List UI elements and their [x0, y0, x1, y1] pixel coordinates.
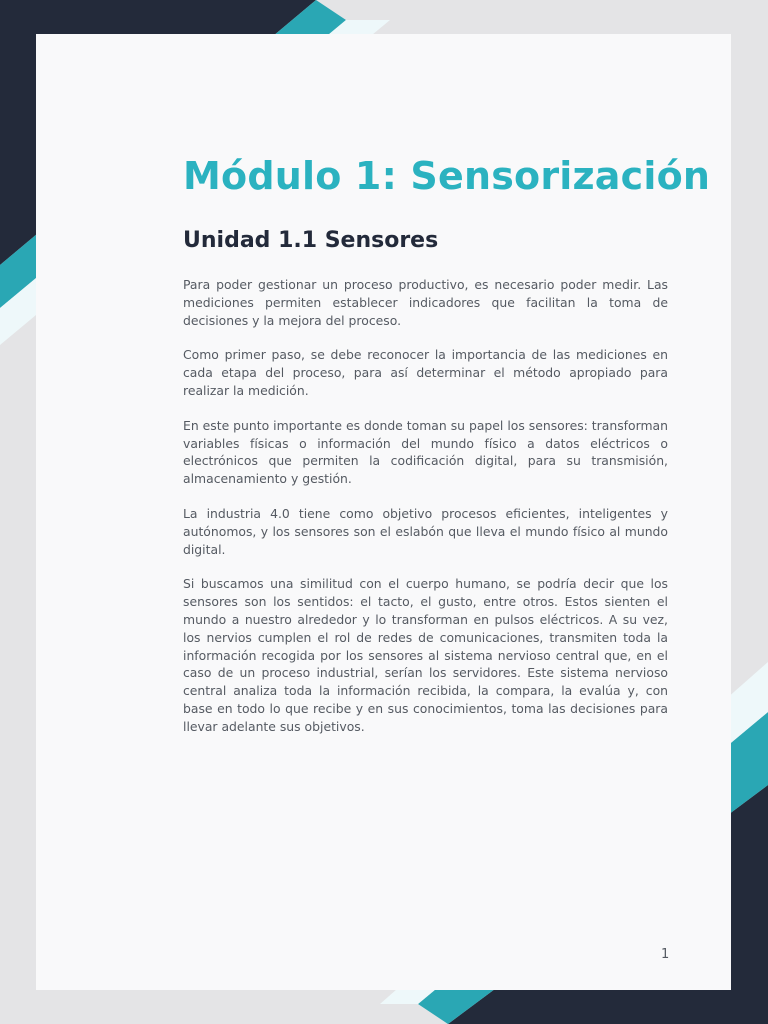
unit-heading: Unidad 1.1 Sensores [183, 228, 439, 253]
body-text [183, 276, 668, 753]
document-page [36, 34, 731, 990]
paragraph: Como primer paso, se debe reconocer la importancia de las mediciones en cada etapa del proceso, para así determinar el método apropiado para realizar la medición. [183, 347, 668, 398]
page-number: 1 [661, 947, 670, 962]
paragraph: Si buscamos una similitud con el cuerpo humano, se podría decir que los sensores son los sentidos: el tacto, el gusto, entre otros. Estos sienten el mundo a nuestro alrededor y lo transforman en pulsos eléctricos. A su vez, los nervios cumplen el rol de redes de comunicaciones, transmiten toda la información recogida por los sensores al sistema nervioso central que, en el caso de un proceso industrial, serían los servidores. Este sistema nervioso central analiza toda la información recibida, la compara, la evalúa y, con base en todo lo que recibe y en sus conocimientos, toma las decisiones para llevar adelante sus objetivos. [183, 576, 668, 734]
page-title: Módulo 1: Sensorización [183, 154, 711, 198]
paragraph: Para poder gestionar un proceso productivo, es necesario poder medir. Las mediciones permiten establecer indicadores que facilitan la toma de decisiones y la mejora del proceso. [183, 277, 668, 328]
paragraph: La industria 4.0 tiene como objetivo procesos eficientes, inteligentes y autónomos, y los sensores son el eslabón que lleva el mundo físico al mundo digital. [183, 505, 668, 557]
paragraph: En este punto importante es donde toman su papel los sensores: transforman variables físicas o información del mundo físico a datos eléctricos o electrónicos que permiten la codificación digital, para su transmisión, almacenamiento y gestión. [183, 417, 668, 487]
